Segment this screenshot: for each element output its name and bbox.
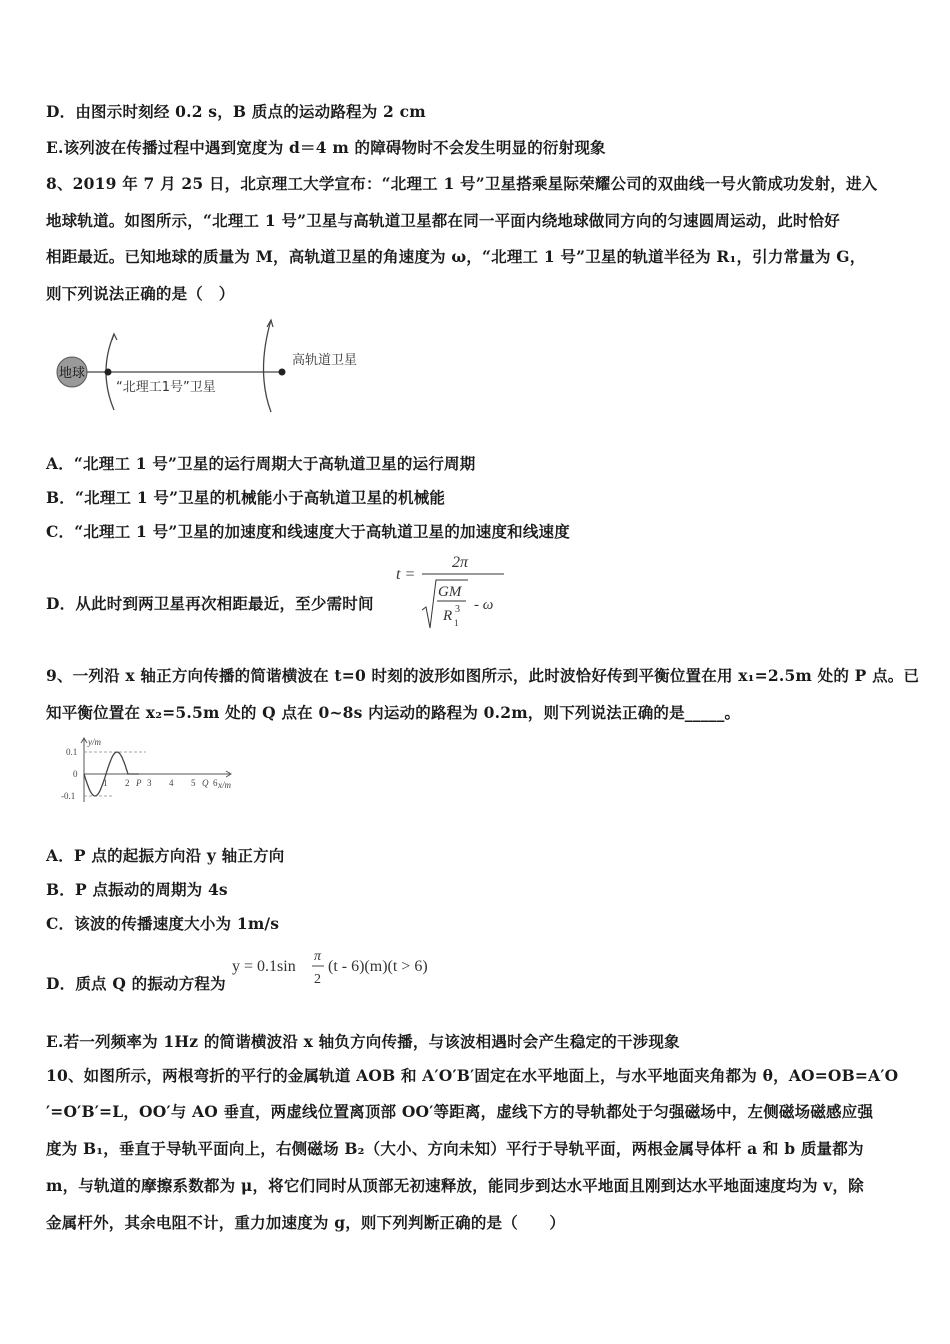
formula-minus-omega: - ω (474, 597, 494, 613)
q10-stem-line5: 金属杆外，其余电阻不计，重力加速度为 g，则下列判断正确的是（ ） (46, 1213, 566, 1232)
formula-numerator: 2π (452, 554, 469, 571)
x-tick-p: P (136, 778, 142, 788)
wave-figure (58, 734, 243, 806)
q10-stem-line4: m，与轨道的摩擦系数都为 μ，将它们同时从顶部无初速释放，能同步到达水平地面且刚到达水平地面速度均为 v，除 (46, 1176, 864, 1195)
x-tick-3: 3 (147, 778, 152, 788)
earth-label: 地球 (58, 366, 86, 381)
q8-option-b: B．“北理工 1 号”卫星的机械能小于高轨道卫星的机械能 (46, 488, 446, 507)
x-tick-6: 6 (213, 778, 218, 788)
formula-lhs: t = (396, 566, 416, 583)
q9-stem-line1: 9、一列沿 x 轴正方向传播的简谐横波在 t=0 时刻的波形如图所示，此时波恰好传到平衡位置在用 x₁=2.5m 处的 P 点。已 (46, 666, 920, 685)
q10-stem-line1: 10、如图所示，两根弯折的平行的金属轨道 AOB 和 A′O′B′固定在水平地面上，与水平地面夹角都为 θ，AO=OB=A′O (46, 1066, 899, 1085)
y-tick-bottom: -0.1 (61, 791, 76, 801)
y-axis-label: y/m (88, 737, 101, 747)
formula9-lhs: y = 0.1sin (232, 958, 296, 975)
x-tick-2: 2 (125, 778, 130, 788)
satellite-2-dot (279, 369, 286, 376)
formula9-num: π (314, 949, 322, 964)
inner-orbit-arrow-icon (112, 334, 117, 340)
x-tick-q: Q (202, 778, 209, 788)
x-tick-4: 4 (169, 778, 174, 788)
q9-stem-line2: 知平衡位置在 x₂=5.5m 处的 Q 点在 0~8s 内运动的路程为 0.2m，则下列说法正确的是_____。 (46, 703, 741, 722)
q9-option-c: C．该波的传播速度大小为 1m/s (46, 914, 280, 933)
satellite-orbit-figure (46, 312, 386, 417)
y-tick-zero: 0 (73, 769, 78, 779)
formula-r-sub: 1 (454, 618, 459, 628)
q10-stem-line2: ′=O′B′=L，OO′与 AO 垂直，两虚线位置离顶部 OO′等距离，虚线下方的导轨都处于匀强磁场中，左侧磁场磁感应强 (46, 1102, 874, 1121)
formula-r: R (443, 608, 453, 624)
formula-time (392, 548, 510, 634)
x-tick-labels (103, 778, 231, 790)
q9-option-b: B．P 点振动的周期为 4s (46, 880, 228, 899)
q9-option-a: A．P 点的起振方向沿 y 轴正方向 (46, 846, 285, 865)
x-axis-label: x/m (218, 780, 231, 790)
q9-option-e: E.若一列频率为 1Hz 的简谐横波沿 x 轴负方向传播，与该波相遇时会产生稳定的干涉现象 (46, 1032, 680, 1051)
formula-gm: GM (438, 584, 462, 600)
satellite-1-dot (105, 369, 112, 376)
q7-option-d: D．由图示时刻经 0.2 s，B 质点的运动路程为 2 cm (46, 102, 426, 121)
q8-stem-line1: 8、2019 年 7 月 25 日，北京理工大学宣布：“北理工 1 号”卫星搭乘星际荣耀公司的双曲线一号火箭成功发射，进入 (46, 174, 878, 193)
q8-stem-line2: 地球轨道。如图所示，“北理工 1 号”卫星与高轨道卫星都在同一平面内绕地球做同方向的匀速圆周运动，此时恰好 (46, 211, 841, 230)
formula-vibration (230, 945, 460, 989)
x-tick-1: 1 (103, 778, 108, 788)
y-tick-top: 0.1 (66, 747, 78, 757)
q9-option-d: D．质点 Q 的振动方程为 (46, 974, 226, 993)
formula-r-sup: 3 (455, 604, 460, 615)
q8-option-d: D．从此时到两卫星再次相距最近，至少需时间 (46, 594, 374, 613)
q8-option-a: A．“北理工 1 号”卫星的运行周期大于高轨道卫星的运行周期 (46, 454, 476, 473)
satellite-1-label: “北理工1号”卫星 (116, 380, 216, 395)
outer-orbit-arc (264, 320, 272, 412)
formula9-rest: (t - 6)(m)(t > 6) (328, 958, 428, 975)
x-tick-5: 5 (191, 778, 196, 788)
satellite-2-label: 高轨道卫星 (292, 353, 358, 368)
q8-stem-line4: 则下列说法正确的是（ ） (46, 284, 235, 303)
q7-option-e: E.该列波在传播过程中遇到宽度为 d＝4 m 的障碍物时不会发生明显的衍射现象 (46, 138, 606, 157)
q8-stem-line3: 相距最近。已知地球的质量为 M，高轨道卫星的角速度为 ω，“北理工 1 号”卫星的轨道半径为 R₁，引力常量为 G， (46, 247, 866, 266)
q8-option-c: C．“北理工 1 号”卫星的加速度和线速度大于高轨道卫星的加速度和线速度 (46, 522, 570, 541)
q10-stem-line3: 度为 B₁，垂直于导轨平面向上，右侧磁场 B₂（大小、方向未知）平行于导轨平面，两根金属导体杆 a 和 b 质量都为 (46, 1139, 864, 1158)
formula9-den: 2 (314, 972, 321, 987)
